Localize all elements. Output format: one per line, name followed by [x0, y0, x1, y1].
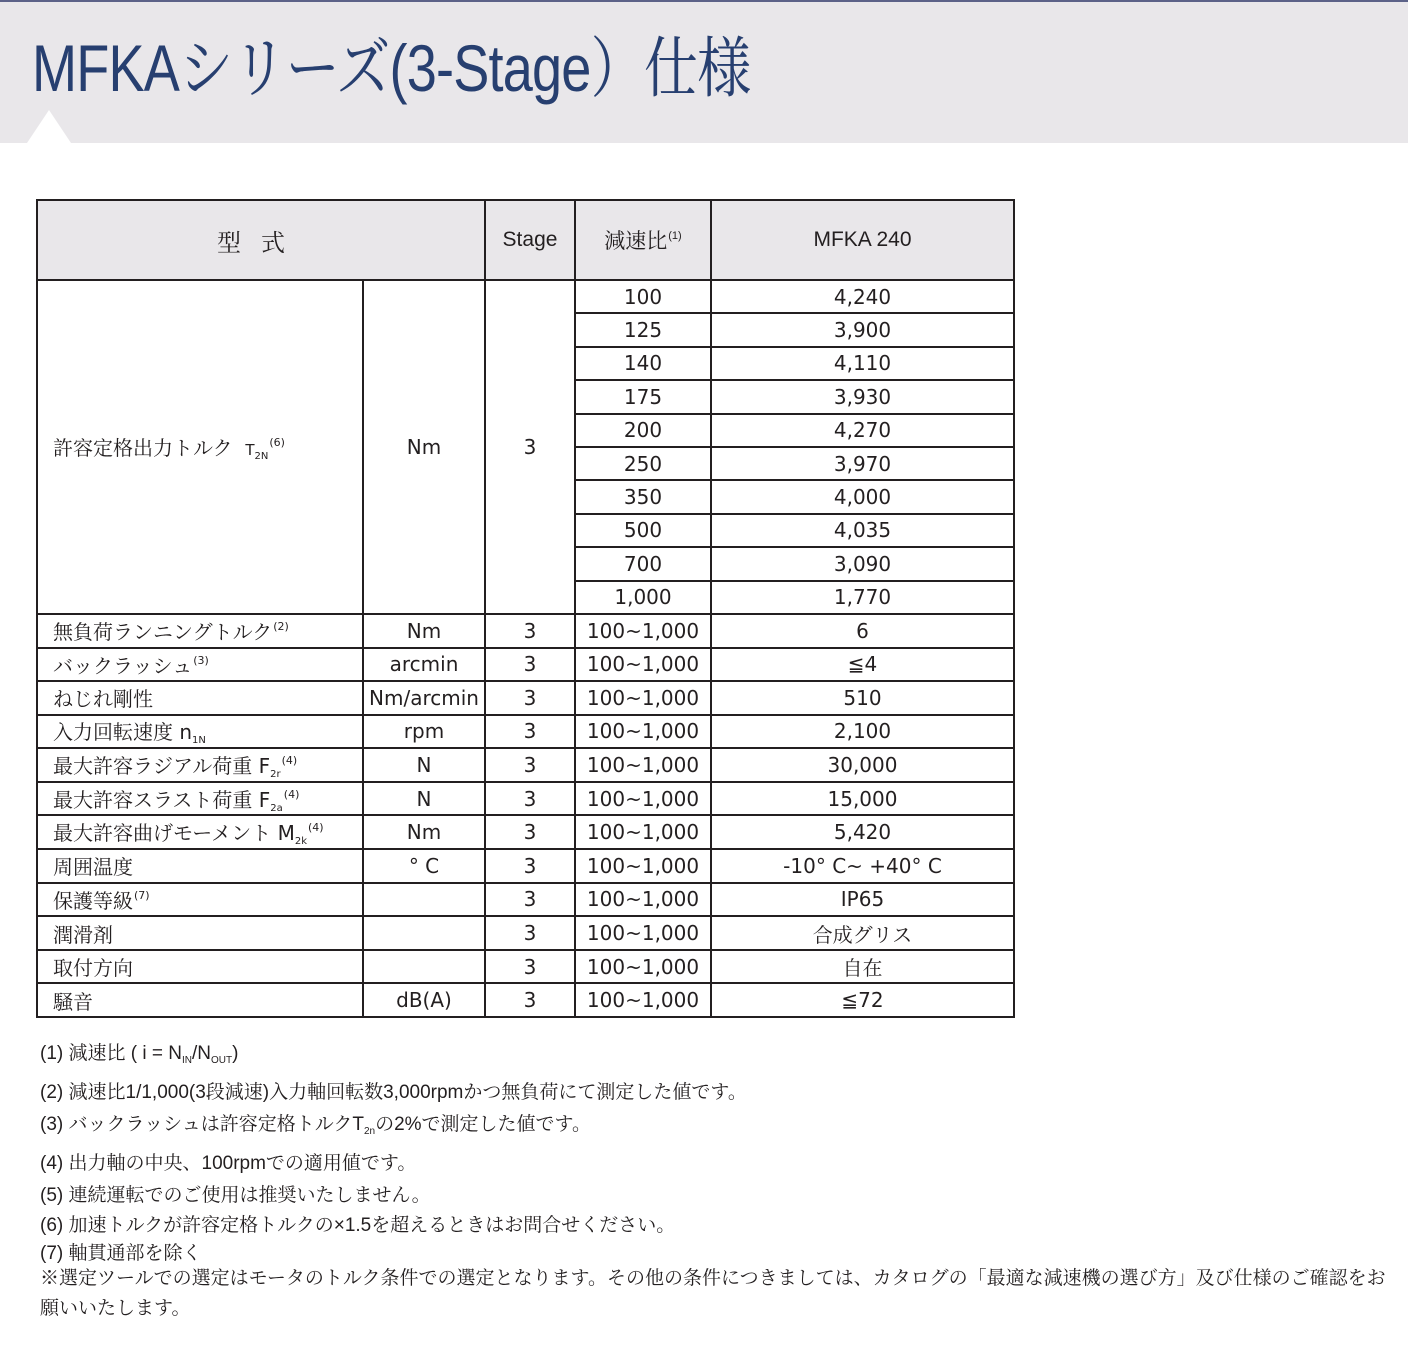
row-unit: Nm	[363, 815, 485, 849]
footnote-2: (2) 減速比1/1,000(3段減速)入力軸回転数3,000rpmかつ無負荷にて測定した値です。	[40, 1082, 747, 1103]
row-label: 騒音	[53, 989, 93, 1014]
row-note: (3)	[193, 653, 209, 667]
row-symbol: M	[277, 821, 295, 846]
torque-symbol-sub: 2N	[254, 450, 269, 462]
row-label-cell	[37, 983, 363, 1017]
row-ratio: 100~1,000	[575, 849, 711, 883]
torque-ratio: 700	[575, 547, 711, 580]
row-label-cell	[37, 715, 363, 749]
footnote-3-text: (3) バックラッシュは許容定格トルクT	[40, 1114, 364, 1135]
footnote-1-end: )	[232, 1043, 239, 1064]
row-unit	[363, 950, 485, 984]
row-value: ≦72	[711, 983, 1014, 1017]
row-value: 6	[711, 614, 1014, 648]
row-label: 入力回転速度	[53, 720, 173, 745]
torque-value: 4,240	[711, 280, 1014, 313]
footnote-3-sub: 2n	[363, 1126, 376, 1137]
row-unit: arcmin	[363, 648, 485, 682]
row-symbol-sub: 1N	[192, 735, 206, 747]
torque-label: 許容定格出力トルク	[53, 435, 233, 460]
row-label-cell	[37, 614, 363, 648]
torque-value: 1,770	[711, 581, 1014, 614]
row-stage: 3	[485, 614, 575, 648]
page-title: MFKAシリーズ(3-Stage）仕様	[32, 31, 751, 105]
row-value: 15,000	[711, 782, 1014, 816]
torque-stage: 3	[485, 280, 575, 614]
row-ratio: 100~1,000	[575, 614, 711, 648]
row-unit: ° C	[363, 849, 485, 883]
footnote-5: (5) 連続運転でのご使用は推奨いたしません。	[40, 1185, 431, 1206]
row-label: 最大許容曲げモーメント	[53, 821, 272, 846]
header-ratio-label: 減速比	[604, 230, 668, 253]
row-note: (4)	[307, 821, 324, 835]
torque-ratio: 1,000	[575, 581, 711, 614]
row-label: 無負荷ランニングトルク	[53, 620, 273, 645]
row-note: (4)	[283, 787, 300, 801]
torque-value: 4,110	[711, 347, 1014, 380]
row-unit: Nm/arcmin	[363, 681, 485, 715]
table-header-row	[37, 200, 1014, 280]
footnote-3-end: の2%で測定した値です。	[375, 1114, 592, 1135]
row-label: 潤滑剤	[53, 922, 113, 947]
footnote-1-sub-in: IN	[181, 1055, 192, 1066]
row-stage: 3	[485, 916, 575, 950]
row-value: 合成グリス	[711, 916, 1014, 950]
selection-remark: ※選定ツールでの選定はモータのトルク条件での選定となります。その他の条件につきましては、カタログの「最適な減速機の選び方」及び仕様のご確認をお願いいたします。	[40, 1268, 1386, 1319]
title-notch-decoration	[27, 110, 71, 143]
header-stage: Stage	[485, 200, 575, 280]
row-unit: dB(A)	[363, 983, 485, 1017]
table-row	[37, 849, 1014, 883]
row-label-cell	[37, 849, 363, 883]
row-value: 自在	[711, 950, 1014, 984]
row-ratio: 100~1,000	[575, 715, 711, 749]
row-unit: N	[363, 782, 485, 816]
row-stage: 3	[485, 883, 575, 917]
row-ratio: 100~1,000	[575, 681, 711, 715]
table-row	[37, 983, 1014, 1017]
torque-note: (6)	[269, 435, 285, 449]
row-note: (4)	[281, 754, 298, 768]
row-stage: 3	[485, 815, 575, 849]
torque-value: 4,000	[711, 480, 1014, 513]
table-row	[37, 782, 1014, 816]
row-ratio: 100~1,000	[575, 983, 711, 1017]
row-symbol: n	[179, 720, 193, 745]
torque-ratio: 250	[575, 447, 711, 480]
row-label: ねじれ剛性	[53, 687, 153, 712]
row-note: (7)	[134, 888, 150, 902]
row-stage: 3	[485, 849, 575, 883]
row-value: 30,000	[711, 748, 1014, 782]
footnote-3	[40, 1109, 747, 1148]
row-symbol: F	[258, 787, 271, 812]
row-label-cell	[37, 648, 363, 682]
torque-value: 3,970	[711, 447, 1014, 480]
table-row	[37, 883, 1014, 917]
table-row	[37, 648, 1014, 682]
row-label: 周囲温度	[53, 855, 133, 880]
row-ratio: 100~1,000	[575, 782, 711, 816]
torque-ratio: 125	[575, 313, 711, 346]
spec-table	[36, 199, 1015, 1018]
header-model: 型式	[37, 200, 485, 280]
torque-ratio: 175	[575, 380, 711, 413]
header-ratio-note: (1)	[668, 230, 682, 242]
row-unit	[363, 883, 485, 917]
row-stage: 3	[485, 748, 575, 782]
row-label-cell	[37, 950, 363, 984]
row-label: 最大許容ラジアル荷重	[53, 754, 253, 779]
row-label-cell	[37, 681, 363, 715]
row-ratio: 100~1,000	[575, 883, 711, 917]
torque-value: 3,090	[711, 547, 1014, 580]
row-label-cell	[37, 815, 363, 849]
footnote-7: (7) 軸貫通部を除く	[40, 1243, 202, 1264]
table-row	[37, 681, 1014, 715]
row-ratio: 100~1,000	[575, 916, 711, 950]
row-label-cell	[37, 883, 363, 917]
row-label-cell	[37, 916, 363, 950]
row-label-cell	[37, 748, 363, 782]
row-symbol-sub: 2r	[270, 769, 281, 781]
torque-ratio: 200	[575, 414, 711, 447]
row-note: (2)	[273, 620, 289, 634]
row-value: 510	[711, 681, 1014, 715]
row-symbol: F	[258, 754, 271, 779]
row-label-cell	[37, 782, 363, 816]
footnote-1-sub-out: OUT	[210, 1055, 233, 1066]
torque-ratio: 350	[575, 480, 711, 513]
torque-value: 4,035	[711, 514, 1014, 547]
row-unit: N	[363, 748, 485, 782]
row-stage: 3	[485, 681, 575, 715]
torque-ratio: 140	[575, 347, 711, 380]
row-stage: 3	[485, 648, 575, 682]
footnote-4: (4) 出力軸の中央、100rpmでの適用値です。	[40, 1153, 417, 1174]
row-value: IP65	[711, 883, 1014, 917]
table-row	[37, 614, 1014, 648]
torque-ratio: 100	[575, 280, 711, 313]
row-unit: Nm	[363, 614, 485, 648]
row-stage: 3	[485, 715, 575, 749]
row-label: バックラッシュ	[53, 653, 193, 678]
row-value: 5,420	[711, 815, 1014, 849]
torque-symbol: T	[245, 440, 255, 459]
header-product: MFKA 240	[711, 200, 1014, 280]
footnote-6: (6) 加速トルクが許容定格トルクの×1.5を超えるときはお問合せください。	[40, 1215, 676, 1236]
torque-unit: Nm	[363, 280, 485, 614]
row-value: ≦4	[711, 648, 1014, 682]
row-label: 最大許容スラスト荷重	[53, 787, 253, 812]
row-ratio: 100~1,000	[575, 950, 711, 984]
table-row	[37, 815, 1014, 849]
footnote-1-text: (1) 減速比 ( i = N	[40, 1043, 182, 1064]
torque-value: 3,900	[711, 313, 1014, 346]
row-label: 取付方向	[53, 956, 133, 981]
row-stage: 3	[485, 782, 575, 816]
table-row	[37, 916, 1014, 950]
torque-ratio: 500	[575, 514, 711, 547]
torque-value: 4,270	[711, 414, 1014, 447]
row-ratio: 100~1,000	[575, 648, 711, 682]
row-value: -10° C~ +40° C	[711, 849, 1014, 883]
table-row	[37, 280, 1014, 313]
header-ratio	[575, 200, 711, 280]
footnote-1-mid: /N	[191, 1043, 211, 1064]
row-symbol-sub: 2k	[294, 836, 307, 848]
row-stage: 3	[485, 983, 575, 1017]
row-ratio: 100~1,000	[575, 748, 711, 782]
row-symbol-sub: 2a	[270, 802, 283, 814]
table-row	[37, 950, 1014, 984]
row-label: 保護等級	[53, 888, 133, 913]
footnotes	[40, 1038, 747, 1268]
row-unit: rpm	[363, 715, 485, 749]
row-unit	[363, 916, 485, 950]
torque-value: 3,930	[711, 380, 1014, 413]
table-row	[37, 748, 1014, 782]
row-stage: 3	[485, 950, 575, 984]
table-row	[37, 715, 1014, 749]
torque-label-cell	[37, 280, 363, 614]
row-ratio: 100~1,000	[575, 815, 711, 849]
row-value: 2,100	[711, 715, 1014, 749]
footnote-1	[40, 1038, 747, 1077]
